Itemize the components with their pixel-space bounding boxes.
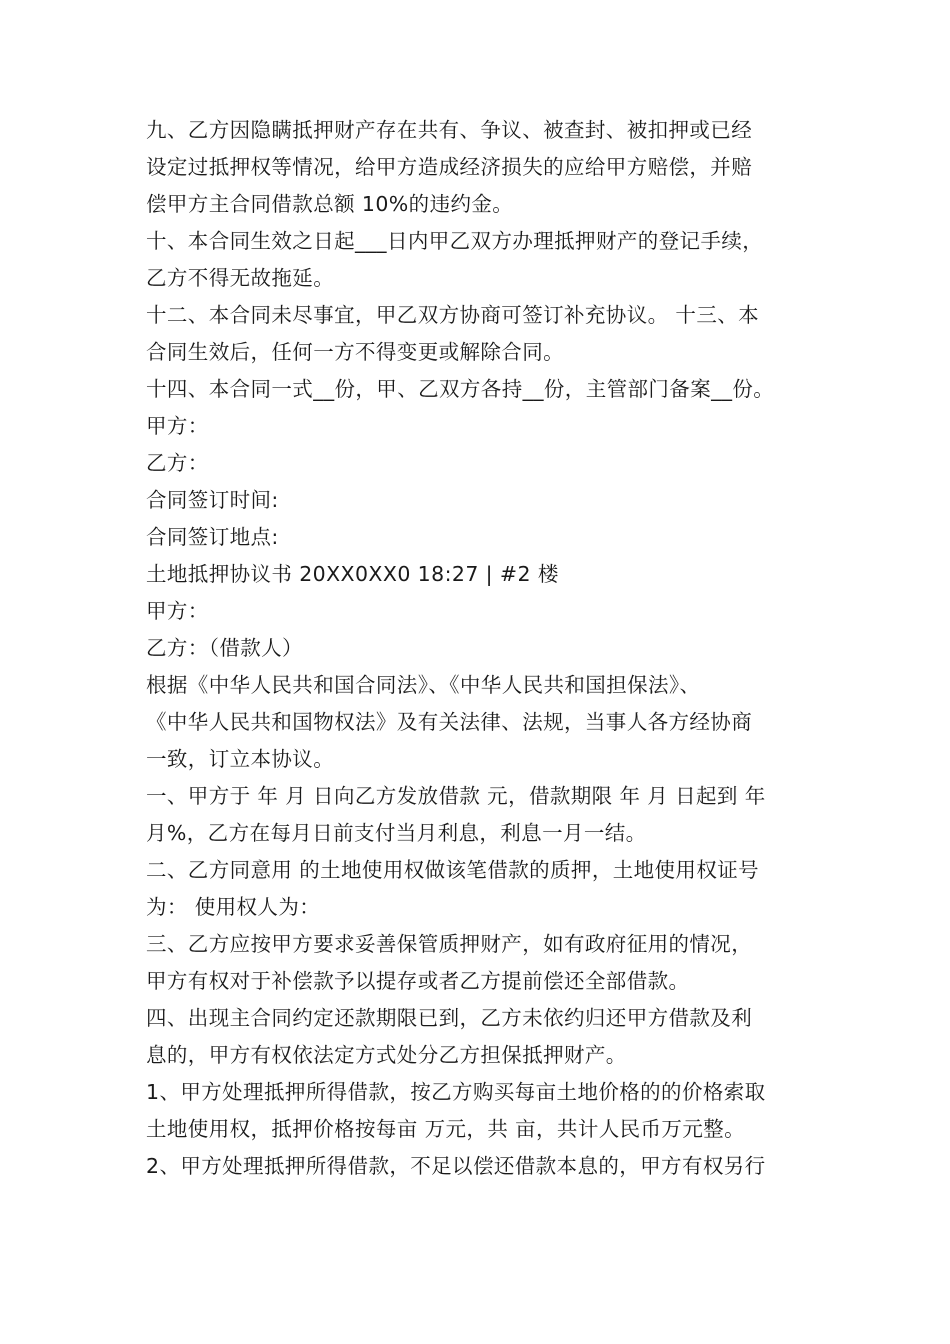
text-line: 甲方： bbox=[146, 414, 209, 438]
text-line: 十四、本合同一式__份，甲、乙双方各持__份，主管部门备案__份。 bbox=[146, 377, 775, 401]
document-body bbox=[146, 112, 822, 1185]
text-line: 四、出现主合同约定还款期限已到，乙方未依约归还甲方借款及利 bbox=[146, 1006, 753, 1030]
text-line: 1、甲方处理抵押所得借款，按乙方购买每亩土地价格的的价格索取 bbox=[146, 1080, 766, 1104]
text-line: 乙方： bbox=[146, 451, 209, 475]
text-line: 合同签订时间: bbox=[146, 488, 279, 512]
text-line: 息的，甲方有权依法定方式处分乙方担保抵押财产。 bbox=[146, 1043, 627, 1067]
text-line: 十二、本合同未尽事宜，甲乙双方协商可签订补充协议。 十三、本 bbox=[146, 303, 760, 327]
text-line: 一、甲方于 年 月 日向乙方发放借款 元，借款期限 年 月 日起到 年 bbox=[146, 784, 766, 808]
text-line: 甲方有权对于补偿款予以提存或者乙方提前偿还全部借款。 bbox=[146, 969, 690, 993]
text-line: 偿甲方主合同借款总额 10%的违约金。 bbox=[146, 192, 514, 216]
text-line: 根据《中华人民共和国合同法》、《中华人民共和国担保法》、 bbox=[146, 673, 701, 697]
text-line: 乙方：（借款人） bbox=[146, 636, 303, 660]
text-line: 2、甲方处理抵押所得借款，不足以偿还借款本息的，甲方有权另行 bbox=[146, 1154, 766, 1178]
text-line: 设定过抵押权等情况，给甲方造成经济损失的应给甲方赔偿，并赔 bbox=[146, 155, 753, 179]
text-line: 土地抵押协议书 20XX0XX0 18:27 | #2 楼 bbox=[146, 562, 559, 586]
text-line: 二、乙方同意用 的土地使用权做该笔借款的质押，土地使用权证号 bbox=[146, 858, 760, 882]
text-line: 合同签订地点: bbox=[146, 525, 279, 549]
text-line: 甲方： bbox=[146, 599, 209, 623]
text-line: 月%，乙方在每月日前支付当月利息，利息一月一结。 bbox=[146, 821, 647, 845]
text-line: 为： 使用权人为： bbox=[146, 895, 321, 919]
text-line: 十、本合同生效之日起___日内甲乙双方办理抵押财产的登记手续， bbox=[146, 229, 764, 253]
text-line: 九、乙方因隐瞒抵押财产存在共有、争议、被查封、被扣押或已经 bbox=[146, 118, 753, 142]
text-line: 合同生效后，任何一方不得变更或解除合同。 bbox=[146, 340, 564, 364]
text-line: 三、乙方应按甲方要求妥善保管质押财产，如有政府征用的情况， bbox=[146, 932, 753, 956]
text-line: 一致，订立本协议。 bbox=[146, 747, 335, 771]
text-line: 土地使用权，抵押价格按每亩 万元，共 亩，共计人民币万元整。 bbox=[146, 1117, 746, 1141]
text-line: 乙方不得无故拖延。 bbox=[146, 266, 335, 290]
text-line: 《中华人民共和国物权法》及有关法律、法规，当事人各方经协商 bbox=[146, 710, 753, 734]
